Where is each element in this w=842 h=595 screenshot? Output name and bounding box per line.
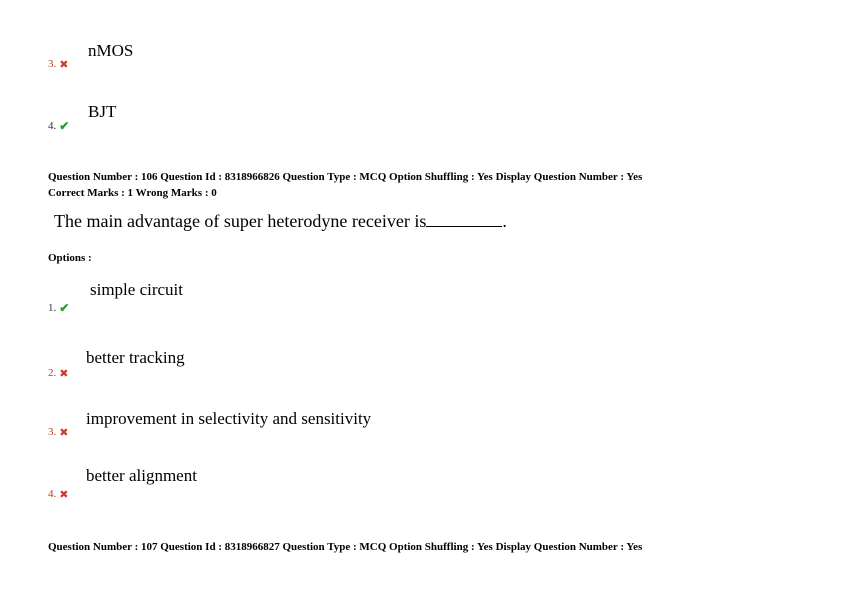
question-meta: Question Number : 107 Question Id : 8318966827 Question Type : MCQ Option Shuffling : Yes Display Question Number : Yes (48, 541, 643, 553)
check-icon: ✔ (59, 119, 70, 133)
option-number (48, 119, 69, 134)
option-number (48, 367, 68, 380)
option-text: nMOS (88, 41, 134, 60)
option-number-label: 4. (48, 120, 57, 132)
options-label: Options : (48, 252, 92, 264)
answer-blank (426, 212, 502, 227)
option-text: simple circuit (90, 280, 184, 299)
option-number (48, 58, 68, 71)
question-marks: Correct Marks : 1 Wrong Marks : 0 (48, 187, 217, 199)
question-text (54, 211, 507, 232)
question-text-body: The main advantage of super heterodyne receiver is (54, 211, 427, 231)
option-number-label: 3. (48, 426, 57, 438)
option-number-label: 1. (48, 302, 57, 314)
option-number-label: 4. (48, 488, 57, 500)
option-number (48, 488, 68, 501)
question-text-end: . (502, 211, 507, 231)
cross-icon: ✖ (59, 59, 69, 71)
cross-icon: ✖ (59, 489, 69, 501)
cross-icon: ✖ (59, 368, 69, 380)
cross-icon: ✖ (59, 427, 69, 439)
option-text: better tracking (86, 348, 185, 367)
option-number (48, 426, 68, 439)
option-number (48, 301, 69, 316)
option-text: better alignment (86, 466, 197, 485)
check-icon: ✔ (59, 301, 70, 315)
option-text: BJT (88, 102, 117, 121)
option-number-label: 3. (48, 58, 57, 70)
option-number-label: 2. (48, 367, 57, 379)
question-meta: Question Number : 106 Question Id : 8318966826 Question Type : MCQ Option Shuffling : Yes Display Question Number : Yes (48, 171, 643, 183)
option-text: improvement in selectivity and sensitivity (86, 409, 372, 428)
